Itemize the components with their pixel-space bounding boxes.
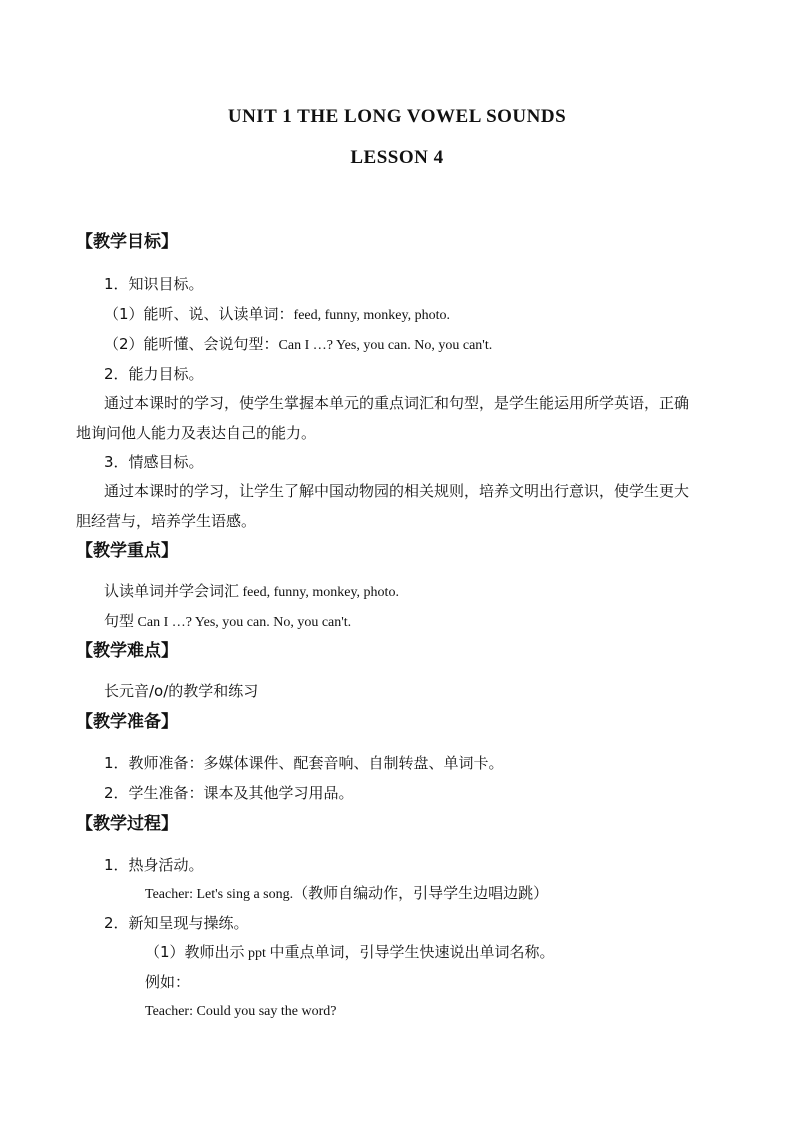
process-item-2-example: 例如： [145, 973, 191, 991]
objective-item-3: 3．情感目标。 [104, 453, 204, 471]
objective-sub-1-en: feed, funny, monkey, photo. [293, 308, 450, 323]
process-item-2-sub-1 [145, 942, 554, 964]
process-item-1-teacher [145, 883, 548, 905]
process-item-1: 1．热身活动。 [104, 856, 204, 874]
process-item-2-sub-1-cn-b: 中重点单词，引导学生快速说出单词名称。 [269, 943, 555, 961]
objective-item-3-text-line-1: 通过本课时的学习，让学生了解中国动物园的相关规则，培养文明出行意识，使学生更大 [104, 482, 690, 500]
page-subtitle: LESSON 4 [350, 147, 444, 168]
objective-item-3-text-line-2: 胆经营与，培养学生语感。 [76, 512, 257, 530]
objective-sub-2-cn: （2）能听懂、会说句型： [104, 335, 279, 353]
process-item-2-sub-1-cn-a: （1）教师出示 [145, 943, 245, 961]
objective-sub-2-en: Can I …? Yes, you can. No, you can't. [278, 338, 493, 353]
process-item-2-teacher: Teacher: Could you say the word? [145, 1004, 337, 1019]
objective-sub-1-cn: （1）能听、说、认读单词： [104, 305, 294, 323]
key-points-line-1 [104, 581, 399, 603]
process-item-2: 2．新知呈现与操练。 [104, 914, 249, 932]
difficulties-heading: 【教学难点】 [76, 641, 178, 661]
objectives-heading: 【教学目标】 [76, 232, 178, 252]
process-item-2-sub-1-en: ppt [244, 946, 270, 961]
key-points-line-1-cn: 认读单词并学会词汇 [104, 582, 240, 600]
process-item-1-teacher-en: Teacher: Let's sing a song. [145, 887, 294, 902]
preparation-item-1: 1．教师准备：多媒体课件、配套音响、自制转盘、单词卡。 [104, 754, 504, 772]
objective-item-1-sub-1 [104, 304, 450, 326]
preparation-item-2: 2．学生准备：课本及其他学习用品。 [104, 784, 354, 802]
page-title: UNIT 1 THE LONG VOWEL SOUNDS [227, 106, 567, 127]
key-points-line-1-en: feed, funny, monkey, photo. [239, 585, 399, 600]
objective-item-1-sub-2 [104, 334, 492, 356]
preparation-heading: 【教学准备】 [76, 712, 178, 732]
key-points-line-2-en: Can I …? Yes, you can. No, you can't. [134, 615, 352, 630]
key-points-line-2 [104, 611, 351, 633]
key-points-line-2-cn: 句型 [104, 612, 135, 630]
difficulties-line-1: 长元音/o/的教学和练习 [104, 682, 259, 700]
objective-item-2: 2．能力目标。 [104, 365, 204, 383]
objective-item-1: 1．知识目标。 [104, 275, 204, 293]
process-heading: 【教学过程】 [76, 814, 178, 834]
key-points-heading: 【教学重点】 [76, 541, 178, 561]
objective-item-2-text-line-1: 通过本课时的学习，使学生掌握本单元的重点词汇和句型，是学生能运用所学英语，正确 [104, 394, 690, 412]
process-item-1-teacher-cn: （教师自编动作，引导学生边唱边跳） [293, 884, 549, 902]
objective-item-2-text-line-2: 地询问他人能力及表达自己的能力。 [76, 424, 317, 442]
